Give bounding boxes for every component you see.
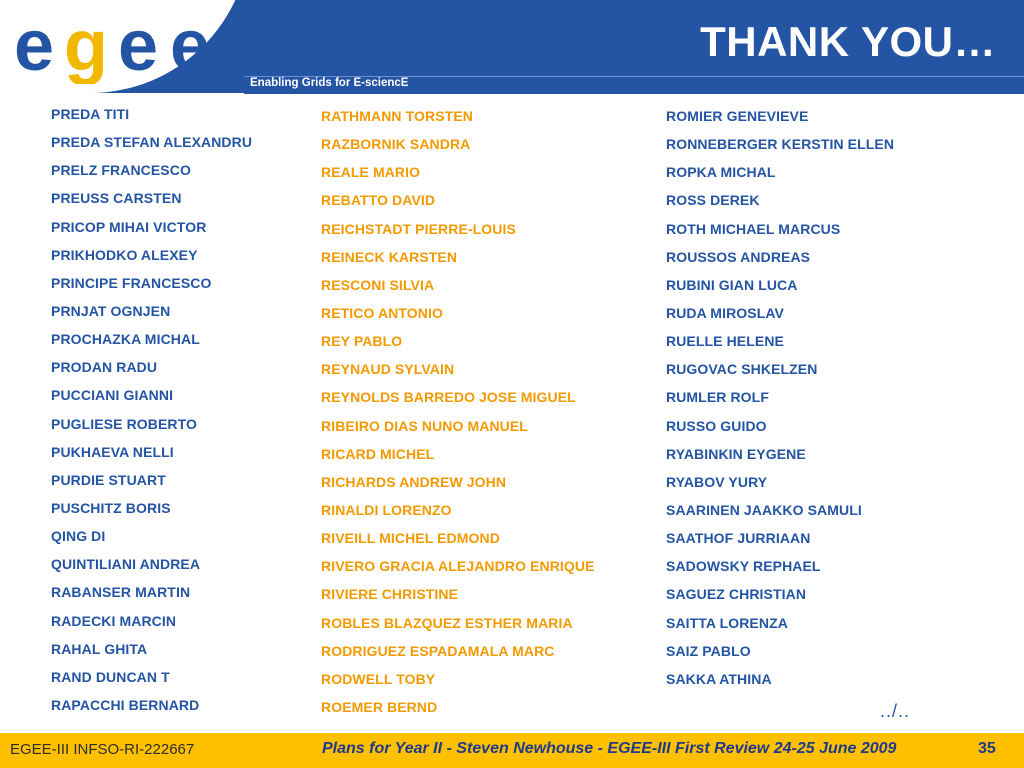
name-entry: ROEMER BERND: [321, 698, 438, 715]
name-entry: ROMIER GENEVIEVE: [666, 108, 809, 124]
name-entry: RAZBORNIK SANDRA: [321, 136, 471, 153]
name-entry: ROPKA MICHAL: [666, 164, 776, 181]
name-entry: RIVIERE CHRISTINE: [321, 586, 459, 603]
name-entry: RYABOV YURY: [666, 473, 768, 490]
svg-text:g: g: [64, 14, 106, 84]
name-entry: RODWELL TOBY: [321, 670, 436, 687]
name-entry: QUINTILIANI ANDREA: [51, 556, 201, 573]
name-entry: PREDA TITI: [51, 106, 130, 122]
name-entry: PROCHAZKA MICHAL: [51, 331, 200, 348]
name-entry: REBATTO DAVID: [321, 192, 436, 209]
name-entry: RABANSER MARTIN: [51, 584, 191, 601]
name-entry: RAPACCHI BERNARD: [51, 696, 200, 713]
name-entry: PRELZ FRANCESCO: [51, 162, 191, 179]
name-entry: RUGOVAC SHKELZEN: [666, 361, 818, 378]
name-entry: RIVERO GRACIA ALEJANDRO ENRIQUE: [321, 558, 595, 575]
name-entry: RICHARDS ANDREW JOHN: [321, 473, 507, 490]
name-entry: PUSCHITZ BORIS: [51, 499, 171, 516]
name-entry: RETICO ANTONIO: [321, 304, 443, 321]
name-entry: RUELLE HELENE: [666, 333, 784, 350]
name-entry: REYNAUD SYLVAIN: [321, 361, 455, 378]
name-entry: RIVEILL MICHEL EDMOND: [321, 530, 500, 547]
name-entry: ROSS DEREK: [666, 192, 760, 209]
name-entry: PURDIE STUART: [51, 471, 166, 488]
name-entry: RUDA MIROSLAV: [666, 304, 784, 321]
name-entry: SAIZ PABLO: [666, 642, 751, 659]
name-entry: RONNEBERGER KERSTIN ELLEN: [666, 136, 895, 153]
slide-title: THANK YOU…: [700, 18, 996, 65]
tagline: Enabling Grids for E-sciencE: [250, 77, 409, 89]
name-entry: RATHMANN TORSTEN: [321, 108, 473, 124]
svg-text:e: e: [118, 14, 157, 84]
name-entry: PUKHAEVA NELLI: [51, 443, 174, 460]
name-entry: RESCONI SILVIA: [321, 276, 435, 293]
name-entry: PREDA STEFAN ALEXANDRU: [51, 134, 253, 151]
footer-project-id: EGEE-III INFSO-RI-222667: [10, 741, 195, 758]
names-column-1: [51, 105, 252, 724]
name-entry: PREUSS CARSTEN: [51, 190, 182, 207]
svg-text:e: e: [170, 14, 209, 84]
name-entry: RICARD MICHEL: [321, 445, 435, 462]
name-entry: RUSSO GUIDO: [666, 417, 767, 434]
name-entry: REY PABLO: [321, 333, 403, 350]
name-entry: SAKKA ATHINA: [666, 670, 772, 687]
name-entry: PRIKHODKO ALEXEY: [51, 246, 198, 263]
name-entry: SAARINEN JAAKKO SAMULI: [666, 501, 862, 518]
name-entry: RIBEIRO DIAS NUNO MANUEL: [321, 417, 528, 434]
name-entry: ROUSSOS ANDREAS: [666, 248, 811, 265]
svg-text:e: e: [14, 14, 53, 84]
names-column-3: [666, 106, 894, 697]
name-entry: PRINCIPE FRANCESCO: [51, 274, 212, 291]
footer-presentation-title: Plans for Year II - Steven Newhouse - EGEE-III First Review 24-25 June 2009: [322, 740, 897, 757]
name-entry: ROBLES BLAZQUEZ ESTHER MARIA: [321, 614, 573, 631]
name-entry: RUMLER ROLF: [666, 389, 769, 406]
name-entry: REINECK KARSTEN: [321, 248, 458, 265]
name-entry: SAGUEZ CHRISTIAN: [666, 586, 807, 603]
name-entry: RYABINKIN EYGENE: [666, 445, 806, 462]
page-number: 35: [978, 740, 996, 757]
names-column-2: [321, 106, 595, 725]
name-entry: REALE MARIO: [321, 164, 421, 181]
name-entry: RAHAL GHITA: [51, 640, 148, 657]
name-entry: RAND DUNCAN T: [51, 668, 170, 685]
egee-logo: [12, 14, 237, 84]
name-entry: RUBINI GIAN LUCA: [666, 276, 798, 293]
name-entry: SADOWSKY REPHAEL: [666, 558, 821, 575]
name-entry: RODRIGUEZ ESPADAMALA MARC: [321, 642, 555, 659]
name-entry: RINALDI LORENZO: [321, 501, 452, 518]
name-entry: PUCCIANI GIANNI: [51, 387, 174, 404]
name-entry: PRNJAT OGNJEN: [51, 302, 171, 319]
name-entry: SAITTA LORENZA: [666, 614, 788, 631]
name-entry: PRICOP MIHAI VICTOR: [51, 218, 207, 235]
continuation-marker: ../..: [880, 701, 911, 721]
name-entry: REICHSTADT PIERRE-LOUIS: [321, 220, 516, 237]
name-entry: PUGLIESE ROBERTO: [51, 415, 198, 432]
name-entry: QING DI: [51, 528, 106, 545]
name-entry: RADECKI MARCIN: [51, 612, 177, 629]
name-entry: PRODAN RADU: [51, 359, 158, 376]
name-entry: SAATHOF JURRIAAN: [666, 530, 811, 547]
name-entry: REYNOLDS BARREDO JOSE MIGUEL: [321, 389, 576, 406]
name-entry: ROTH MICHAEL MARCUS: [666, 220, 841, 237]
